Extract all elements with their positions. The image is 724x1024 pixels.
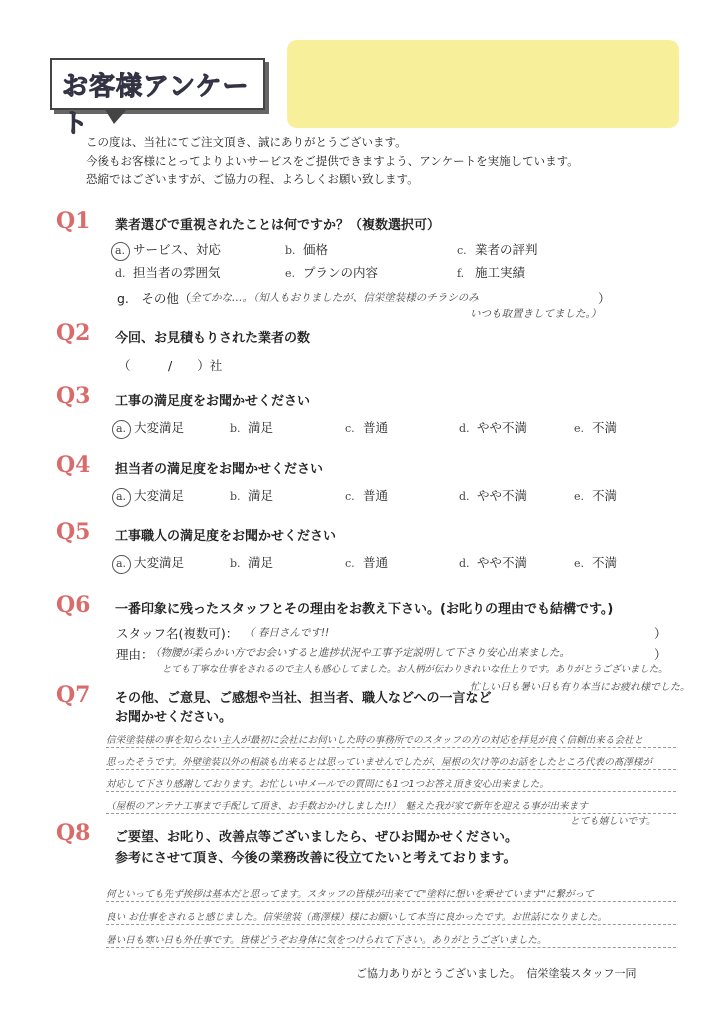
q7-answer-rule bbox=[106, 747, 676, 748]
q7-answer-4: （屋根のアンテナ工事まで手配して頂き、お手数おかけしました!!） 魅えた我が家で新年を迎える事が出来ます bbox=[106, 801, 588, 812]
q5-option-d[interactable]: d. やや不満 bbox=[459, 555, 528, 570]
q7-answer-1: 信栄塗装様の事を知らない主人が最初に会社にお伺いした時の事務所でのスタッフの方の対応を拝見が良く信頼出来る会社と bbox=[106, 735, 644, 746]
q1-option-g-label: g. その他（ bbox=[117, 291, 192, 306]
intro-line: この度は、当社にてご注文頂き、誠にありがとうございます。 bbox=[86, 135, 407, 149]
q1-text: 業者選びで重視されたことは何ですか？（複数選択可） bbox=[115, 218, 441, 233]
q3-option-b[interactable]: b. 満足 bbox=[230, 420, 274, 435]
q8-text-1: ご要望、お叱り、改善点等ございましたら、ぜひお聞かせください。 bbox=[115, 830, 519, 845]
q4-option-d[interactable]: d. やや不満 bbox=[459, 488, 528, 503]
q7-text-2: お聞かせください。 bbox=[115, 710, 233, 725]
q1-option-b[interactable]: b. 価格 bbox=[285, 242, 329, 257]
q8-answer-rule bbox=[106, 901, 676, 902]
intro-line: 今後もお客様にとってよりよいサービスをご提供できますよう、アンケートを実施しています。 bbox=[86, 153, 579, 168]
q1-option-c[interactable]: c. 業者の評判 bbox=[457, 242, 538, 257]
q3-label: Q3 bbox=[56, 383, 91, 409]
q1-option-f[interactable]: f. 施工実績 bbox=[457, 265, 526, 280]
q8-answer-rule bbox=[106, 924, 676, 925]
q3-option-e[interactable]: e. 不満 bbox=[574, 420, 618, 435]
intro-line: 恐縮ではございますが、ご協力の程、よろしくお願い致します。 bbox=[86, 172, 419, 186]
q1-option-d[interactable]: d. 担当者の雰囲気 bbox=[115, 265, 221, 280]
q2-text: 今回、お見積もりされた業者の数 bbox=[115, 331, 311, 346]
q4-text: 担当者の満足度をお聞かせください bbox=[115, 462, 324, 477]
q6-staff-answer: （ 春日さんです!! bbox=[244, 627, 330, 639]
q4-option-e[interactable]: e. 不満 bbox=[574, 488, 618, 503]
q8-answer-rule bbox=[106, 947, 676, 948]
q8-answer-3: 暑い日も寒い日も外仕事です。皆様どうぞお身体に気をつけられて下さい。ありがとうございました。 bbox=[106, 935, 547, 946]
q7-text-1: その他、ご意見、ご感想や当社、担当者、職人などへの一言など bbox=[115, 691, 492, 706]
q3-option-a[interactable]: a. 大変満足 bbox=[116, 420, 185, 435]
q6-reason-close: ） bbox=[654, 647, 667, 662]
q5-label: Q5 bbox=[56, 519, 91, 545]
q2-blank[interactable]: （ / ）社 bbox=[118, 358, 223, 373]
q6-staff-label: スタッフ名(複数可)： bbox=[116, 626, 239, 641]
q8-text-2: 参考にさせて頂き、今後の業務改善に役立てたいと考えております。 bbox=[115, 851, 517, 866]
q6-reason-answer-3: 忙しい日も暑い日も有り本当にお疲れ様でした。 bbox=[470, 682, 690, 693]
q6-reason-answer-2: とても丁寧な仕事をされるので主人も感心してました。お人柄が伝わりきれいな仕上りです。ありがとうございました。 bbox=[162, 664, 668, 675]
q6-reason-label: 理由： bbox=[116, 647, 154, 662]
q4-option-c[interactable]: c. 普通 bbox=[345, 488, 389, 503]
q5-option-b[interactable]: b. 満足 bbox=[230, 555, 274, 570]
q5-option-c[interactable]: c. 普通 bbox=[345, 555, 389, 570]
q6-reason-answer-1: （物腰が柔らかい方でお会いすると進捗状況や工事予定説明して下さり安心出来ました。 bbox=[150, 647, 570, 659]
q7-answer-rule bbox=[106, 791, 676, 792]
page-title: お客様アンケート bbox=[62, 72, 250, 139]
q7-label: Q7 bbox=[56, 682, 91, 708]
q4-label: Q4 bbox=[56, 452, 91, 478]
q4-option-b[interactable]: b. 満足 bbox=[230, 488, 274, 503]
q5-option-a[interactable]: a. 大変満足 bbox=[116, 555, 185, 570]
intro-text bbox=[86, 133, 579, 189]
q1-label: Q1 bbox=[56, 208, 91, 234]
q1-option-e[interactable]: e. プランの内容 bbox=[285, 265, 379, 280]
q6-text: 一番印象に残ったスタッフとその理由をお教え下さい。(お叱りの理由でも結構です。) bbox=[115, 602, 614, 617]
q1-other-close: ） bbox=[598, 291, 611, 306]
q6-staff-close: ） bbox=[654, 626, 667, 641]
q1-option-a[interactable]: a. サービス、対応 bbox=[115, 242, 221, 257]
q7-answer-3: 対応して下さり感謝しております。お忙しい中メールでの質問にも1つ1つお答え頂き安心出来ました。 bbox=[106, 779, 549, 790]
q7-answer-5: とても嬉しいです。 bbox=[570, 816, 656, 827]
q5-option-e[interactable]: e. 不満 bbox=[574, 555, 618, 570]
q8-answer-2: 良い お仕事をされると感じました。信栄塗装（髙澤様）様にお願いして本当に良かったです。お世話になりました。 bbox=[106, 912, 608, 923]
q3-option-d[interactable]: d. やや不満 bbox=[459, 420, 528, 435]
q1-other-answer: 全てかな…。（知人もおりましたが、信栄塗装様のチラシのみ bbox=[190, 292, 479, 304]
customer-name-box bbox=[287, 40, 679, 128]
footer-thanks: ご協力ありがとうございました。 信栄塗装スタッフ一同 bbox=[356, 967, 637, 980]
q1-other-answer-2: いつも取置きしてました。） bbox=[470, 308, 602, 320]
q8-label: Q8 bbox=[56, 820, 91, 846]
q3-option-c[interactable]: c. 普通 bbox=[345, 420, 389, 435]
q7-answer-rule bbox=[106, 769, 676, 770]
q6-label: Q6 bbox=[56, 592, 91, 618]
q3-text: 工事の満足度をお聞かせください bbox=[115, 394, 311, 409]
q4-option-a[interactable]: a. 大変満足 bbox=[116, 488, 185, 503]
title-box bbox=[50, 58, 265, 139]
q7-answer-2: 思ったそうです。外壁塗装以外の相談も出来るとは思っていませんでしたが、屋根の欠け等のお話をしたところ代表の髙澤様が bbox=[106, 757, 653, 768]
q8-answer-1: 何といっても先ず挨拶は基本だと思ってます。スタッフの皆様が出来てて"塗料に想いを乗せています"に繋がって bbox=[106, 889, 594, 900]
q2-label: Q2 bbox=[56, 320, 91, 346]
q5-text: 工事職人の満足度をお聞かせください bbox=[115, 529, 337, 544]
